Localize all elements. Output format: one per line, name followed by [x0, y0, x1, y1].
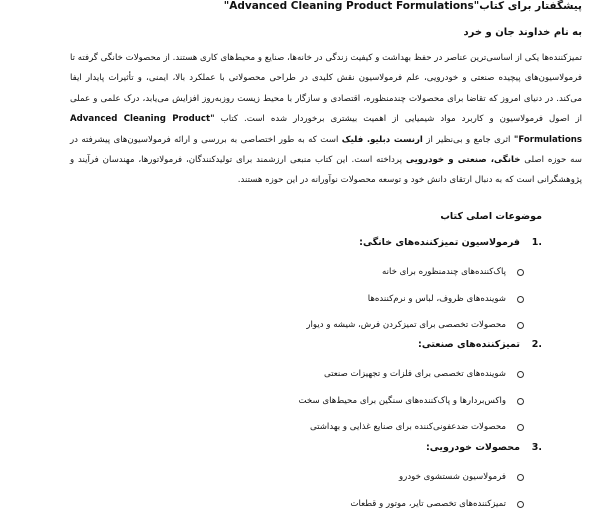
topics-heading: موضوعات اصلی کتاب — [440, 211, 542, 222]
areas-text: خانگی، صنعتی و خودرویی — [405, 155, 521, 166]
intro-text-3: است که به طور اختصاصی به بررسی و ارائه فرمولاسیون‌های پیشرفته در سه حوزه اصلی — [70, 134, 582, 166]
list-item: فرمولاسیون شستشوی خودرو — [160, 464, 542, 491]
list-item: شوینده‌های تخصصی برای فلزات و تجهیزات صنعتی — [160, 361, 542, 388]
section-title: فرمولاسیون تمیزکننده‌های خانگی: — [359, 236, 520, 248]
book-name: "Advanced Cleaning Product Formulations" — [70, 114, 582, 145]
section-automotive — [160, 438, 542, 517]
section-household — [160, 233, 542, 339]
section-title: محصولات خودرویی: — [425, 441, 520, 453]
bullet-list — [160, 464, 542, 517]
author-name: ارنست دبلیو. فلیک — [341, 134, 423, 145]
section-heading — [160, 233, 542, 251]
section-number: .3 — [531, 441, 542, 453]
section-heading — [160, 438, 542, 456]
section-number: .2 — [531, 338, 542, 350]
list-item: محصولات تخصصی برای تمیزکردن فرش، شیشه و دیوار — [160, 312, 542, 339]
section-number: .1 — [531, 236, 542, 248]
list-item: واکس‌بردارها و پاک‌کننده‌های سنگین برای محیط‌های سخت — [160, 388, 542, 415]
intro-text-2: اثری جامع و بی‌نظیر از — [422, 134, 514, 145]
list-item: تمیزکننده‌های تخصصی تایر، موتور و قطعات — [160, 491, 542, 518]
section-title: تمیزکننده‌های صنعتی: — [418, 338, 520, 350]
document-title: پیشگفتار برای کتاب"Advanced Cleaning Product Formulations" — [223, 0, 582, 12]
bullet-list — [160, 361, 542, 441]
intro-text-1: تمیزکننده‌ها یکی از اساسی‌ترین عناصر در حفظ بهداشت و کیفیت زندگی در خانه‌ها، صنایع و محیط‌های کاری هستند. از محصولات خانگی گرفته تا فرمولاسیون‌های پیچیده صنعتی و خودرویی، علم فرمولاسیون نقش کلیدی در طراحی محصولاتی با عملکرد بالا، ایمنی، و تأثیرات پایدار ایفا می‌کند. در دنیای امروز که تقاضا برای محصولات چندمنظوره، اقتصادی و سازگار با محیط زیست روزبه‌روز افزایش می‌یابد، درک علمی و عملی از اصول فرمولاسیون و کاربرد مواد شیمیایی از اهمیت بیشتری برخوردار شده است. کتاب — [70, 53, 582, 125]
section-heading — [160, 335, 542, 353]
list-item: محصولات ضدعفونی‌کننده برای صنایع غذایی و بهداشتی — [160, 414, 542, 441]
intro-paragraph — [70, 48, 582, 191]
list-item: شوینده‌های ظروف، لباس و نرم‌کننده‌ها — [160, 286, 542, 313]
list-item: پاک‌کننده‌های چندمنظوره برای خانه — [160, 259, 542, 286]
bullet-list — [160, 259, 542, 339]
basmala-heading: به نام خداوند جان و خرد — [463, 27, 582, 38]
section-industrial — [160, 335, 542, 441]
intro-text-4: پرداخته است. این کتاب منبعی ارزشمند برای تولیدکنندگان، فرمولاتورها، مهندسان فرآیند و پژوهشگرانی است که به دنبال ارتقای دانش خود و توسعه محصولات نوآورانه در این حوزه هستند. — [70, 155, 582, 186]
